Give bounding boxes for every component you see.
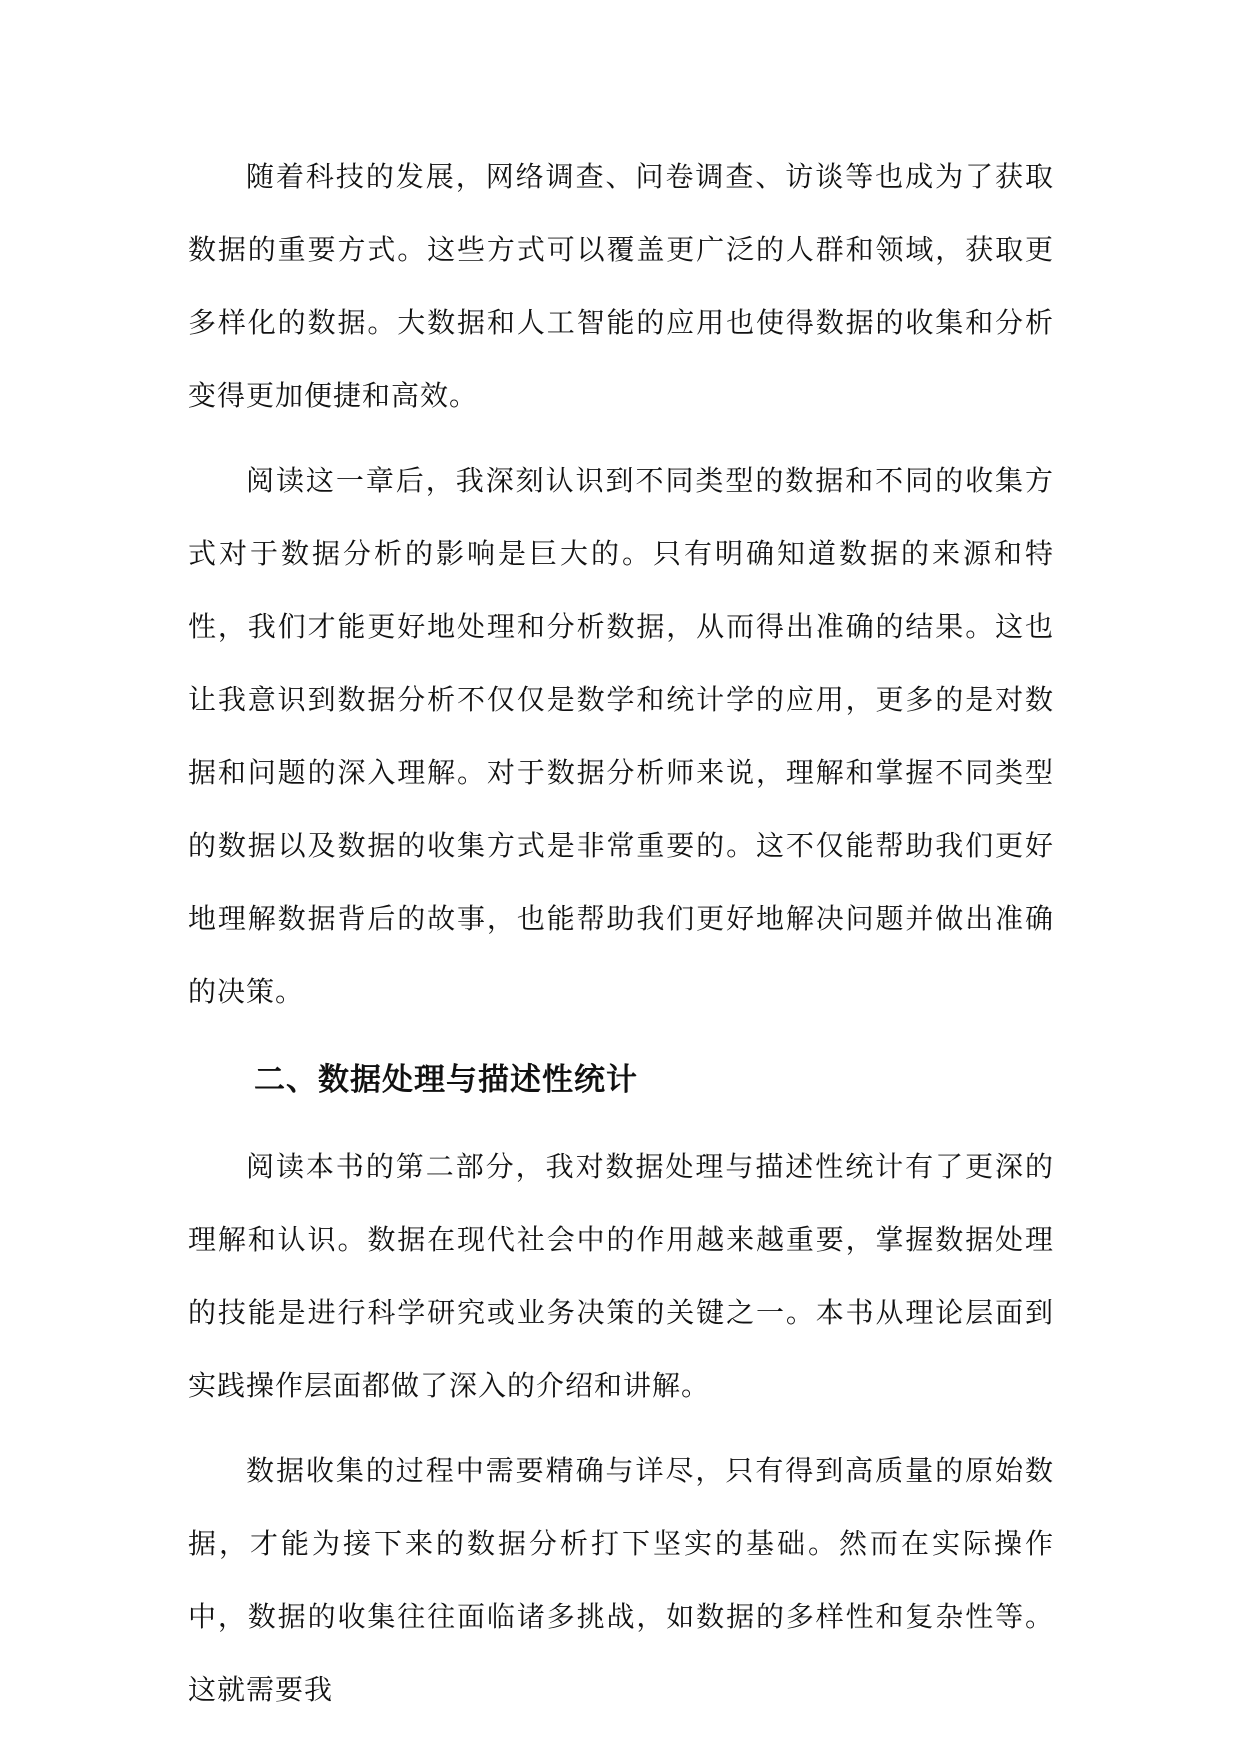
document-page — [188, 140, 1054, 1738]
paragraph-data-collection-methods: 随着科技的发展，网络调查、问卷调查、访谈等也成为了获取数据的重要方式。这些方式可以覆盖更广泛的人群和领域，获取更多样化的数据。大数据和人工智能的应用也使得数据的收集和分析变得更加便捷和高效。 — [188, 160, 1054, 412]
section-heading: 二、数据处理与描述性统计 — [254, 1062, 638, 1098]
paragraph-data-quality: 数据收集的过程中需要精确与详尽，只有得到高质量的原始数据，才能为接下来的数据分析打下坚实的基础。然而在实际操作中，数据的收集往往面临诸多挑战，如数据的多样性和复杂性等。这就需要我 — [188, 1454, 1054, 1706]
paragraph-chapter-reflection: 阅读这一章后，我深刻认识到不同类型的数据和不同的收集方式对于数据分析的影响是巨大的。只有明确知道数据的来源和特性，我们才能更好地处理和分析数据，从而得出准确的结果。这也让我意识到数据分析不仅仅是数学和统计学的应用，更多的是对数据和问题的深入理解。对于数据分析师来说，理解和掌握不同类型的数据以及数据的收集方式是非常重要的。这不仅能帮助我们更好地理解数据背后的故事，也能帮助我们更好地解决问题并做出准确的决策。 — [188, 464, 1054, 1008]
paragraph-part-two-intro: 阅读本书的第二部分，我对数据处理与描述性统计有了更深的理解和认识。数据在现代社会中的作用越来越重要，掌握数据处理的技能是进行科学研究或业务决策的关键之一。本书从理论层面到实践操作层面都做了深入的介绍和讲解。 — [188, 1150, 1054, 1402]
